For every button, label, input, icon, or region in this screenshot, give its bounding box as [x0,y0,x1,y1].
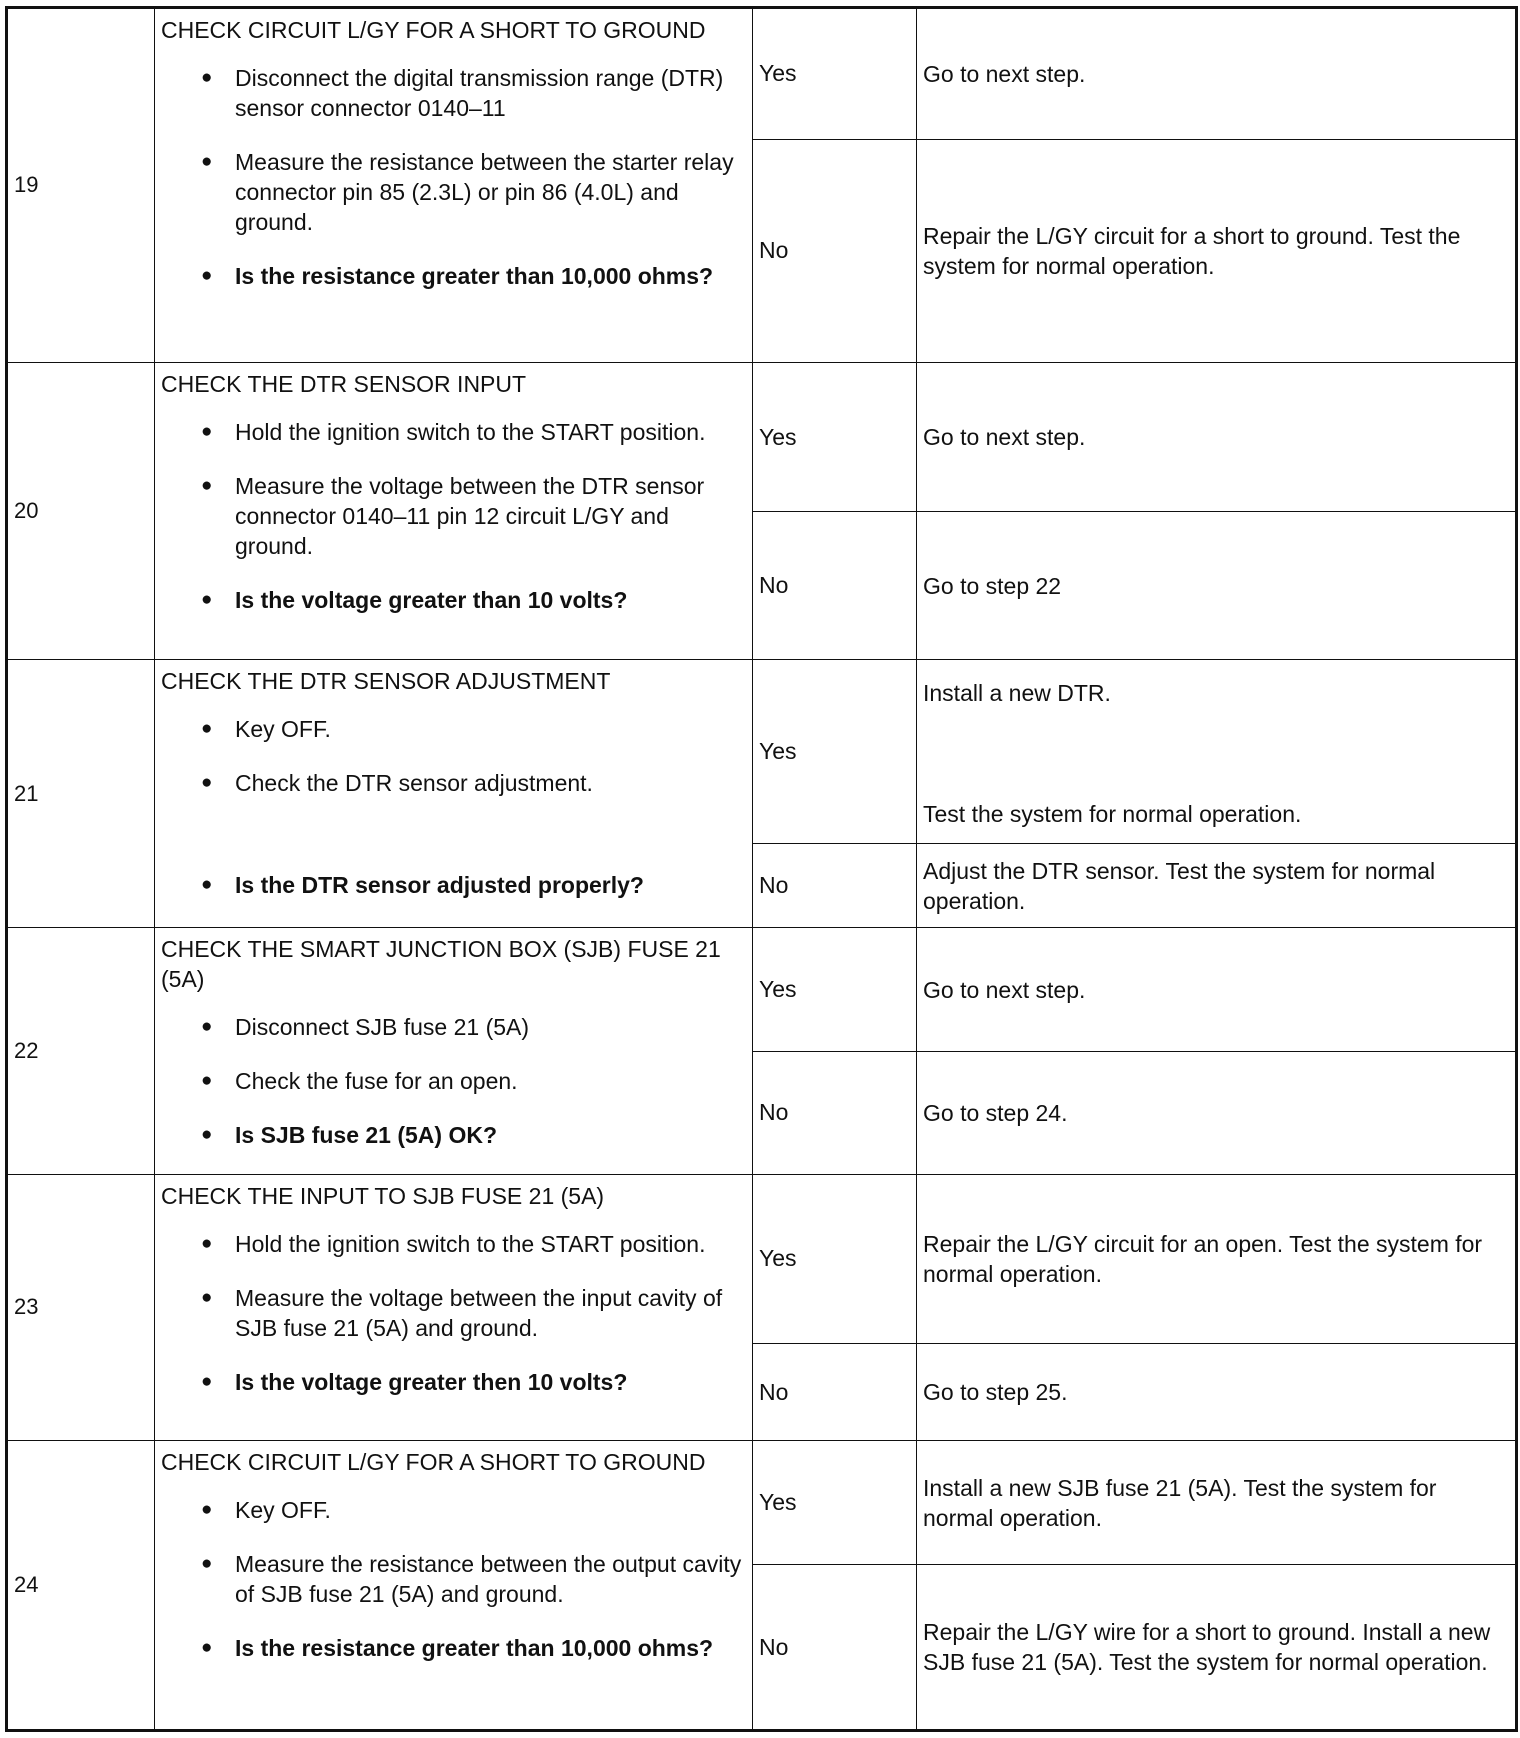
yes-label: Yes [753,8,917,140]
yes-result-line: Test the system for normal operation. [923,801,1302,828]
yes-result: Install a new SJB fuse 21 (5A). Test the system for normal operation. [917,1441,1517,1565]
step-19-yes-row [7,8,1517,140]
step-title: CHECK THE DTR SENSOR ADJUSTMENT [161,668,611,695]
step-action-cell [155,1441,753,1731]
action-item: ● Disconnect the digital transmission range (DTR) sensor connector 0140–11 [161,63,744,123]
action-item: ● Measure the voltage between the DTR sensor connector 0140–11 pin 12 circuit L/GY and ground. [161,471,744,561]
step-action-cell [155,8,753,363]
action-item: ● Check the DTR sensor adjustment. [161,768,744,798]
step-title: CHECK THE DTR SENSOR INPUT [161,370,527,397]
step-number: 21 [7,660,155,928]
step-23-yes-row [7,1174,1517,1343]
step-number: 24 [7,1441,155,1731]
no-label: No [753,512,917,660]
yes-result: Go to next step. [917,8,1517,140]
action-list [161,1229,744,1397]
yes-result: Go to next step. [917,362,1517,511]
action-list [161,1012,744,1150]
step-question: ● Is the DTR sensor adjusted properly? [161,870,744,900]
yes-result-cell [917,660,1517,844]
no-result: Go to step 24. [917,1051,1517,1174]
no-label: No [753,139,917,362]
action-item: ● Key OFF. [161,1495,744,1525]
yes-label: Yes [753,1441,917,1565]
step-number: 20 [7,362,155,659]
action-list [161,1495,744,1663]
step-number: 23 [7,1174,155,1441]
step-number: 19 [7,8,155,363]
step-question: ● Is the voltage greater then 10 volts? [161,1367,744,1397]
yes-result: Repair the L/GY circuit for an open. Test the system for normal operation. [917,1174,1517,1343]
step-number: 22 [7,928,155,1175]
yes-result: Go to next step. [917,928,1517,1052]
no-result: Go to step 22 [917,512,1517,660]
action-list [161,417,744,615]
step-22-yes-row [7,928,1517,1052]
yes-result-line: Install a new DTR. [923,680,1111,707]
no-result: Repair the L/GY circuit for a short to ground. Test the system for normal operation. [917,139,1517,362]
no-label: No [753,844,917,928]
no-label: No [753,1565,917,1731]
step-question: ● Is the voltage greater than 10 volts? [161,585,744,615]
diagnostic-steps-table [5,6,1518,1732]
action-item: ● Check the fuse for an open. [161,1066,744,1096]
action-item: ● Measure the resistance between the output cavity of SJB fuse 21 (5A) and ground. [161,1549,744,1609]
action-item: ● Measure the resistance between the starter relay connector pin 85 (2.3L) or pin 86 (4.0L) and ground. [161,147,744,237]
step-title: CHECK CIRCUIT L/GY FOR A SHORT TO GROUND [161,17,706,43]
action-list [161,714,744,900]
no-result: Repair the L/GY wire for a short to ground. Install a new SJB fuse 21 (5A). Test the system for normal operation. [917,1565,1517,1731]
no-result: Go to step 25. [917,1343,1517,1440]
action-list [161,63,744,291]
no-result: Adjust the DTR sensor. Test the system for normal operation. [917,844,1517,928]
step-title: CHECK THE INPUT TO SJB FUSE 21 (5A) [161,1182,605,1209]
action-item: ● Disconnect SJB fuse 21 (5A) [161,1012,744,1042]
step-21-yes-row [7,660,1517,844]
yes-label: Yes [753,660,917,844]
step-20-yes-row [7,362,1517,511]
action-item: ● Key OFF. [161,714,744,744]
yes-label: Yes [753,1174,917,1343]
yes-label: Yes [753,362,917,511]
step-action-cell [155,660,753,928]
step-question: ● Is the resistance greater than 10,000 ohms? [161,261,744,291]
step-question: ● Is the resistance greater than 10,000 ohms? [161,1633,744,1663]
step-action-cell [155,362,753,659]
no-label: No [753,1343,917,1440]
no-label: No [753,1051,917,1174]
step-24-yes-row [7,1441,1517,1565]
step-title: CHECK THE SMART JUNCTION BOX (SJB) FUSE 21 (5A) [161,936,721,993]
step-action-cell [155,1174,753,1441]
action-item: ● Hold the ignition switch to the START position. [161,1229,744,1259]
step-title: CHECK CIRCUIT L/GY FOR A SHORT TO GROUND [161,1449,706,1476]
step-question: ● Is SJB fuse 21 (5A) OK? [161,1120,744,1150]
action-item: ● Measure the voltage between the input cavity of SJB fuse 21 (5A) and ground. [161,1283,744,1343]
yes-label: Yes [753,928,917,1052]
step-action-cell [155,928,753,1175]
action-item: ● Hold the ignition switch to the START position. [161,417,744,447]
